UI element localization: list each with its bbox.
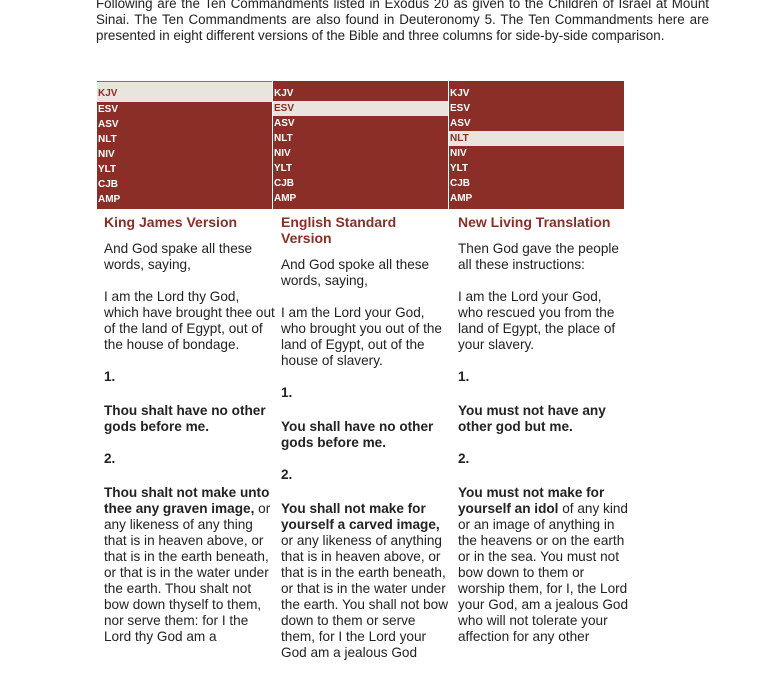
commandment-number: 1. xyxy=(458,369,470,384)
commandment-bold: Thou shalt not make unto thee any graven image, xyxy=(104,485,270,516)
version-selectors xyxy=(97,81,625,209)
intro-paragraph: Following are the Ten Commandments listed in Exodus 20 as given to the Children of Israel at Mount Sinai. The Ten Commandments are also found in Deuteronomy 5. The Ten Commandments here are presented in eight different versions of the Bible and three columns for side-by-side comparison. xyxy=(96,0,709,43)
version-tab[interactable]: CJB xyxy=(274,178,295,189)
version-tab[interactable]: AMP xyxy=(274,193,297,204)
column-title: New Living Translation xyxy=(458,214,611,230)
column-kjv xyxy=(104,214,281,677)
version-tab[interactable]: KJV xyxy=(450,88,470,99)
comparison-columns xyxy=(104,214,635,677)
commandment-rest: or any likeness of any thing that is in heaven above, or that is in the earth beneath, or that is in the water under the earth. Thou shalt not bow down thyself to them, nor serve them: for I the Lord thy God am a xyxy=(104,501,271,644)
intro-verse: I am the Lord your God, who rescued you from the land of Egypt, the place of your slavery. xyxy=(458,289,616,352)
commandment-text xyxy=(458,485,635,645)
version-tab[interactable]: YLT xyxy=(450,163,469,174)
commandment-text: You must not have any other god but me. xyxy=(458,403,606,434)
version-tab[interactable]: ASV xyxy=(98,119,119,130)
commandment-bold: You must not make for yourself an idol xyxy=(458,485,605,516)
version-tab[interactable]: AMP xyxy=(450,193,473,204)
version-tab[interactable]: NIV xyxy=(450,148,467,159)
version-tab[interactable]: AMP xyxy=(98,194,121,205)
column-title: English Standard Version xyxy=(281,214,397,246)
commandment-number: 2. xyxy=(458,451,470,466)
commandment-text: Thou shalt have no other gods before me. xyxy=(104,403,266,434)
column-title: King James Version xyxy=(104,214,238,230)
version-tab[interactable]: NLT xyxy=(449,131,624,146)
intro-verse: I am the Lord your God, who brought you out of the land of Egypt, out of the house of slavery. xyxy=(281,305,442,368)
version-tab[interactable]: ESV xyxy=(273,101,448,116)
commandment-bold: You shall not make for yourself a carved image, xyxy=(281,501,440,532)
version-tab[interactable]: KJV xyxy=(274,88,294,99)
version-tab[interactable]: ESV xyxy=(98,104,119,115)
version-tab[interactable]: YLT xyxy=(274,163,293,174)
version-tab[interactable]: ASV xyxy=(274,118,295,129)
commandment-text xyxy=(104,485,281,645)
intro-verse: And God spoke all these words, saying, xyxy=(281,257,430,288)
commandment-rest: of any kind or an image of anything in the heavens or on the earth or in the sea. You must not bow down to them or worship them, for I, the Lord your God, am a jealous God who will not tolerate your affection for any other xyxy=(458,501,629,644)
commandment-number: 1. xyxy=(281,385,293,400)
intro-verse: Then God gave the people all these instructions: xyxy=(458,241,619,272)
version-tab[interactable]: CJB xyxy=(450,178,471,189)
version-selector-col2 xyxy=(273,81,448,209)
version-selector-col3 xyxy=(449,81,624,209)
commandment-number: 2. xyxy=(104,451,116,466)
column-esv xyxy=(281,214,458,677)
version-tab[interactable]: ESV xyxy=(450,103,471,114)
column-nlt xyxy=(458,214,635,677)
version-tab[interactable]: NIV xyxy=(98,149,115,160)
version-tab[interactable]: CJB xyxy=(98,179,119,190)
commandment-text: You shall have no other gods before me. xyxy=(281,419,434,450)
commandment-rest: or any likeness of anything that is in heaven above, or that is in the earth beneath, or that is in the water under the earth. You shall not bow down to them or serve them, for I the Lord your God am a jealous God xyxy=(281,533,449,660)
version-tab[interactable]: NIV xyxy=(274,148,291,159)
version-tab[interactable]: ASV xyxy=(450,118,471,129)
intro-verse: And God spake all these words, saying, xyxy=(104,241,253,272)
version-tab[interactable]: YLT xyxy=(98,164,117,175)
intro-verse: I am the Lord thy God, which have brought thee out of the land of Egypt, out of the house of bondage. xyxy=(104,289,275,352)
version-tab[interactable]: KJV xyxy=(97,82,272,102)
commandment-text xyxy=(281,501,458,661)
version-selector-col1 xyxy=(97,81,272,209)
version-tab[interactable]: NLT xyxy=(98,134,117,145)
commandment-number: 2. xyxy=(281,467,293,482)
commandment-number: 1. xyxy=(104,369,116,384)
version-tab[interactable]: NLT xyxy=(274,133,293,144)
